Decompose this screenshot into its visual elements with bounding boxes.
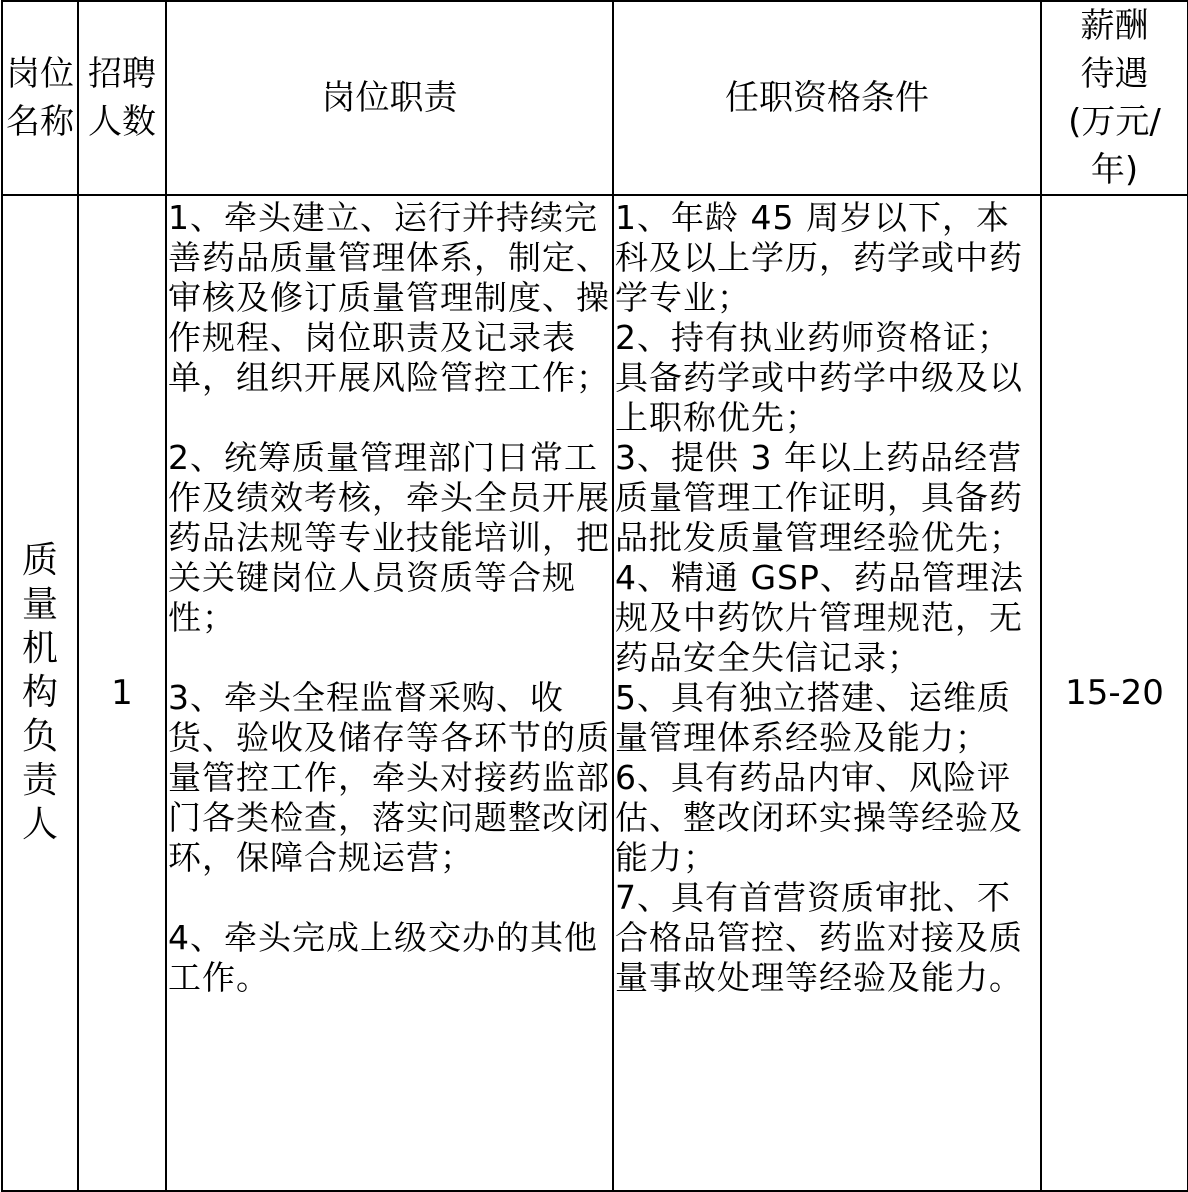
position-name-char: 质 xyxy=(21,540,58,581)
duty-item: 1、牵头建立、运行并持续完善药品质量管理体系，制定、审核及修订质量管理制度、操作规程、岗位职责及记录表单，组织开展风险管控工作； xyxy=(168,198,610,397)
requirement-item: 3、提供 3 年以上药品经营质量管理工作证明，具备药品批发质量管理经验优先； xyxy=(615,438,1023,557)
recruitment-table xyxy=(1,0,1188,1192)
header-salary-line1: 薪酬 xyxy=(1080,6,1149,46)
position-name-char: 人 xyxy=(21,804,58,845)
duty-item: 4、牵头完成上级交办的其他工作。 xyxy=(168,918,598,997)
headcount-cell: 1 xyxy=(78,195,166,1191)
header-position-name-line1: 岗位 xyxy=(6,54,74,94)
duty-item: 3、牵头全程监督采购、收货、验收及储存等各环节的质量管控工作，牵头对接药监部门各类检查，落实问题整改闭环，保障合规运营； xyxy=(168,678,610,877)
position-name-char: 责 xyxy=(21,760,58,801)
position-name-char: 构 xyxy=(21,672,58,713)
position-name-char: 机 xyxy=(21,628,58,669)
table-header-row xyxy=(2,1,1188,195)
position-name-char: 负 xyxy=(21,716,58,757)
header-requirements: 任职资格条件 xyxy=(613,1,1041,195)
header-headcount xyxy=(78,1,166,195)
position-name-cell xyxy=(2,195,78,1191)
header-salary-line3: (万元/ xyxy=(1068,102,1161,142)
duties-cell xyxy=(166,195,613,1191)
requirement-item: 5、具有独立搭建、运维质量管理体系经验及能力； xyxy=(615,678,1011,757)
requirements-cell xyxy=(613,195,1041,1191)
duty-item: 2、统筹质量管理部门日常工作及绩效考核，牵头全员开展药品法规等专业技能培训，把关关键岗位人员资质等合规性； xyxy=(168,438,610,637)
header-salary xyxy=(1041,1,1188,195)
header-position-name xyxy=(2,1,78,195)
position-name-char: 量 xyxy=(21,584,58,625)
header-position-name-line2: 名称 xyxy=(6,102,74,142)
requirement-item: 6、具有药品内审、风险评估、整改闭环实操等经验及能力； xyxy=(615,758,1023,877)
requirement-item: 1、年龄 45 周岁以下，本科及以上学历，药学或中药学专业； xyxy=(615,198,1023,317)
table-row xyxy=(2,195,1188,1191)
requirement-item: 2、持有执业药师资格证；具备药学或中药学中级及以上职称优先； xyxy=(615,318,1023,437)
header-duties: 岗位职责 xyxy=(166,1,613,195)
header-salary-line2: 待遇 xyxy=(1080,54,1149,94)
header-salary-line4: 年) xyxy=(1090,150,1139,190)
header-headcount-line1: 招聘 xyxy=(88,54,156,94)
requirement-item: 4、精通 GSP、药品管理法规及中药饮片管理规范，无药品安全失信记录； xyxy=(615,558,1024,677)
requirement-item: 7、具有首营资质审批、不合格品管控、药监对接及质量事故处理等经验及能力。 xyxy=(615,878,1023,997)
header-headcount-line2: 人数 xyxy=(88,102,156,142)
salary-cell: 15-20 xyxy=(1041,195,1188,1191)
